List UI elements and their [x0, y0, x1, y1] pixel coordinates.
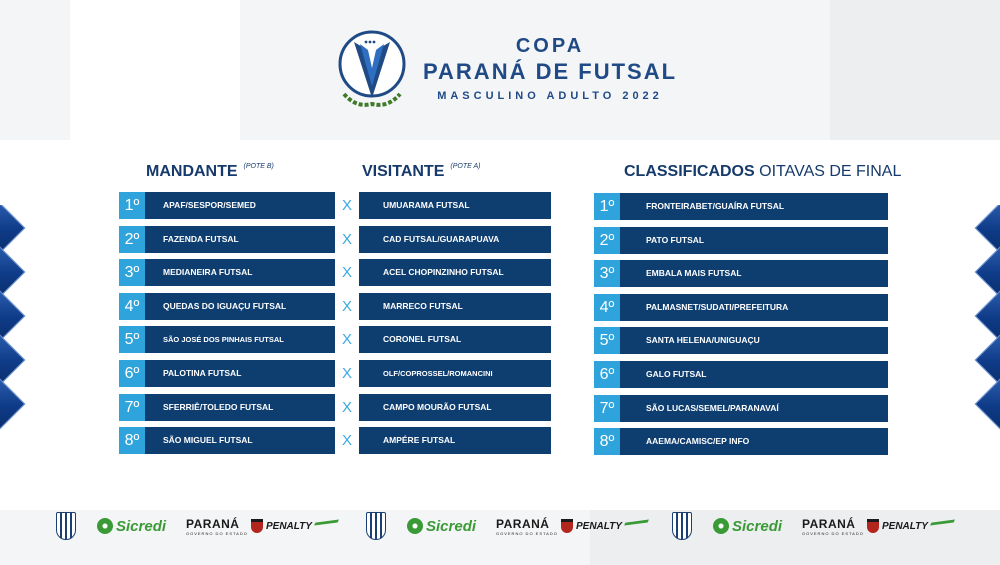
left-diamond-decoration: [0, 205, 40, 435]
match-position: 1º: [119, 192, 145, 219]
parana-sub-label: GOVERNO DO ESTADO: [186, 530, 248, 536]
classificados-heading: [624, 163, 901, 181]
visitante-note: (POTE A): [450, 163, 481, 170]
classified-position: 8º: [594, 428, 620, 455]
penalty-logo: [576, 506, 646, 546]
parana-sub-label: GOVERNO DO ESTADO: [802, 530, 864, 536]
parana-crest-icon: [867, 519, 879, 533]
federation-shield-icon: [672, 506, 692, 546]
parana-sub-label: GOVERNO DO ESTADO: [496, 530, 558, 536]
match-row: [119, 192, 551, 219]
sicredi-logo: [407, 506, 476, 546]
sicredi-logo: [97, 506, 166, 546]
parana-government-logo: [802, 506, 879, 546]
right-diamond-decoration: [960, 205, 1000, 435]
home-team: MEDIANEIRA FUTSAL: [145, 259, 335, 286]
home-team: QUEDAS DO IGUAÇU FUTSAL: [145, 293, 335, 320]
vs-symbol: X: [335, 326, 359, 353]
penalty-label: PENALTY: [576, 520, 622, 532]
classified-position: 3º: [594, 260, 620, 287]
parana-government-logo: [496, 506, 573, 546]
classified-team: FRONTEIRABET/GUAÍRA FUTSAL: [620, 193, 888, 220]
vs-symbol: X: [335, 226, 359, 253]
sicredi-label: Sicredi: [732, 517, 783, 535]
event-title: [420, 34, 680, 104]
classified-position: 4º: [594, 294, 620, 321]
title-line-1: COPA: [515, 35, 585, 57]
match-position: 2º: [119, 226, 145, 253]
penalty-logo: [266, 506, 336, 546]
classified-row: [594, 361, 888, 388]
classificados-label: CLASSIFICADOS: [624, 163, 755, 180]
vs-symbol: X: [335, 360, 359, 387]
classified-row: [594, 260, 888, 287]
parana-crest-icon: [251, 519, 263, 533]
match-position: 5º: [119, 326, 145, 353]
match-position: 8º: [119, 427, 145, 454]
sicredi-label: Sicredi: [116, 517, 167, 535]
classified-row: [594, 327, 888, 354]
penalty-swoosh-icon: [621, 520, 649, 533]
classified-position: 7º: [594, 395, 620, 422]
classified-team: AAEMA/CAMISC/EP INFO: [620, 428, 888, 455]
sicredi-label: Sicredi: [426, 517, 477, 535]
away-team: MARRECO FUTSAL: [359, 293, 551, 320]
away-team: CORONEL FUTSAL: [359, 326, 551, 353]
match-position: 4º: [119, 293, 145, 320]
vs-symbol: X: [335, 192, 359, 219]
match-row: [119, 259, 551, 286]
classified-position: 1º: [594, 193, 620, 220]
classified-position: 6º: [594, 361, 620, 388]
home-team: APAF/SESPOR/SEMED: [145, 192, 335, 219]
parana-crest-icon: [561, 519, 573, 533]
parana-government-logo: [186, 506, 263, 546]
away-team: CAD FUTSAL/GUARAPUAVA: [359, 226, 551, 253]
classified-position: 2º: [594, 227, 620, 254]
home-team: SFERRIÊ/TOLEDO FUTSAL: [145, 394, 335, 421]
parana-label: PARANÁ: [186, 516, 240, 531]
vs-symbol: X: [335, 394, 359, 421]
classificados-subtitle: OITAVAS DE FINAL: [759, 163, 902, 180]
background-panel: [70, 0, 240, 140]
classified-row: [594, 227, 888, 254]
penalty-label: PENALTY: [266, 520, 312, 532]
title-line-3: MASCULINO ADULTO 2022: [437, 90, 663, 102]
away-team: AMPÉRE FUTSAL: [359, 427, 551, 454]
classified-row: [594, 395, 888, 422]
sicredi-logo: [713, 506, 782, 546]
classified-team: PALMASNET/SUDATI/PREFEITURA: [620, 294, 888, 321]
sicredi-flower-icon: [97, 518, 113, 534]
match-position: 7º: [119, 394, 145, 421]
penalty-label: PENALTY: [882, 520, 928, 532]
home-team: FAZENDA FUTSAL: [145, 226, 335, 253]
mandante-label: MANDANTE: [146, 163, 238, 180]
away-team: OLF/COPROSSEL/ROMANCINI: [359, 360, 551, 387]
mandante-heading: [146, 163, 274, 181]
match-row: [119, 293, 551, 320]
parana-label: PARANÁ: [496, 516, 550, 531]
sponsor-strip: [0, 506, 1000, 546]
away-team: UMUARAMA FUTSAL: [359, 192, 551, 219]
federation-shield-icon: [56, 506, 76, 546]
away-team: CAMPO MOURÃO FUTSAL: [359, 394, 551, 421]
vs-symbol: X: [335, 427, 359, 454]
federation-shield-icon: [366, 506, 386, 546]
match-row: [119, 226, 551, 253]
away-team: ACEL CHOPINZINHO FUTSAL: [359, 259, 551, 286]
sicredi-flower-icon: [713, 518, 729, 534]
vs-symbol: X: [335, 259, 359, 286]
classified-position: 5º: [594, 327, 620, 354]
match-position: 3º: [119, 259, 145, 286]
background-panel: [830, 0, 1000, 140]
classified-row: [594, 428, 888, 455]
tournament-logo: [336, 28, 408, 112]
match-row: [119, 427, 551, 454]
classified-team: PATO FUTSAL: [620, 227, 888, 254]
match-row: [119, 394, 551, 421]
visitante-label: VISITANTE: [362, 163, 445, 180]
match-row: [119, 360, 551, 387]
classified-team: SÃO LUCAS/SEMEL/PARANAVAÍ: [620, 395, 888, 422]
home-team: PALOTINA FUTSAL: [145, 360, 335, 387]
classified-row: [594, 294, 888, 321]
vs-symbol: X: [335, 293, 359, 320]
classified-team: GALO FUTSAL: [620, 361, 888, 388]
sicredi-flower-icon: [407, 518, 423, 534]
parana-label: PARANÁ: [802, 516, 856, 531]
penalty-swoosh-icon: [927, 520, 955, 533]
home-team: SÃO JOSÉ DOS PINHAIS FUTSAL: [145, 326, 335, 353]
classified-team: EMBALA MAIS FUTSAL: [620, 260, 888, 287]
penalty-swoosh-icon: [311, 520, 339, 533]
visitante-heading: [362, 163, 480, 181]
classified-team: SANTA HELENA/UNIGUAÇU: [620, 327, 888, 354]
classified-row: [594, 193, 888, 220]
match-position: 6º: [119, 360, 145, 387]
penalty-logo: [882, 506, 952, 546]
home-team: SÃO MIGUEL FUTSAL: [145, 427, 335, 454]
mandante-note: (POTE B): [243, 163, 274, 170]
match-row: [119, 326, 551, 353]
title-line-2: PARANÁ DE FUTSAL: [422, 59, 678, 84]
